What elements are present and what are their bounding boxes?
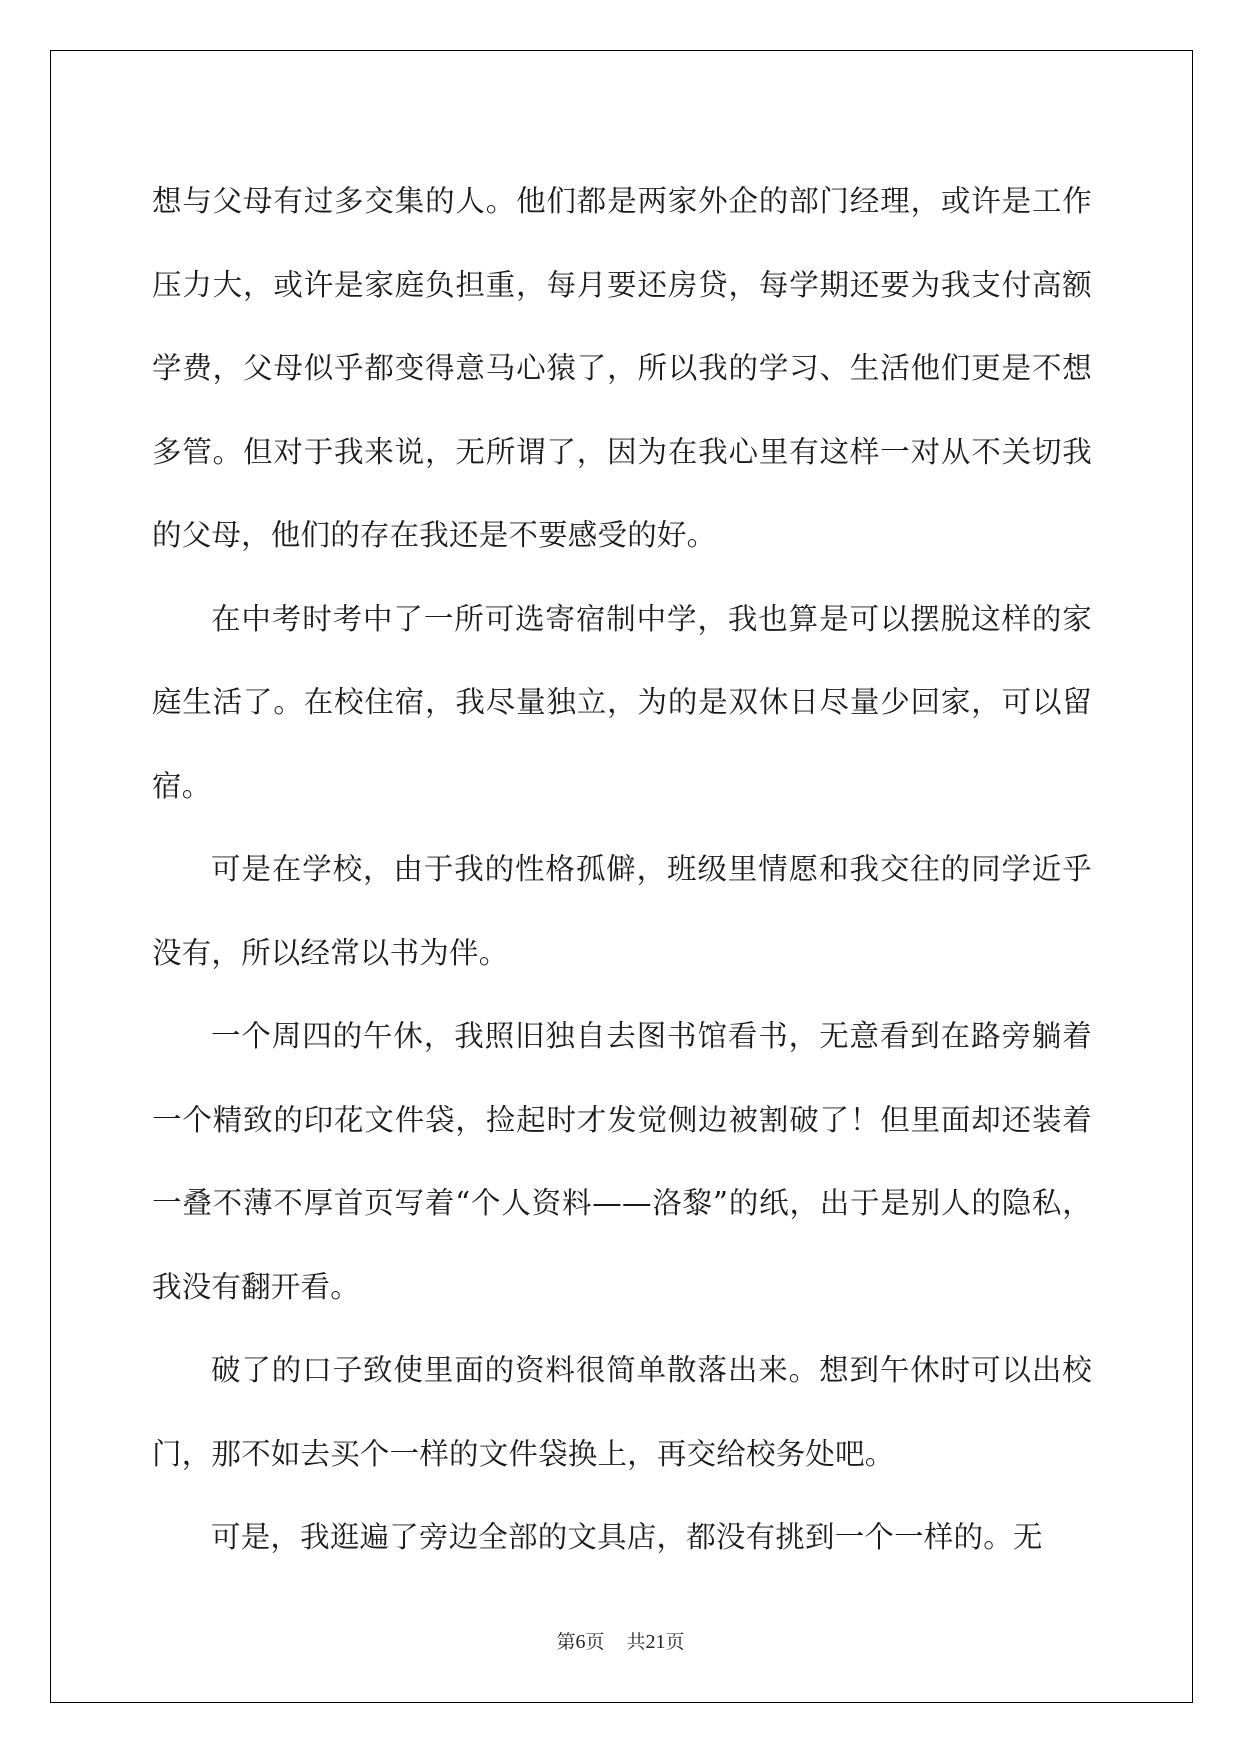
paragraph-4: 一个周四的午休，我照旧独自去图书馆看书，无意看到在路旁躺着一个精致的印花文件袋，捡起时才发觉侧边被割破了！但里面却还装着一叠不薄不厚首页写着“个人资料——洛黎”的纸，出于是别人的隐私，我没有翻开看。 bbox=[152, 1019, 1092, 1304]
footer-total-suffix: 页 bbox=[665, 1631, 685, 1653]
paragraph-1: 想与父母有过多交集的人。他们都是两家外企的部门经理，或许是工作压力大，或许是家庭负担重，每月要还房贷，每学期还要为我支付高额学费，父母似乎都变得意马心猿了，所以我的学习、生活他们更是不想多管。但对于我来说，无所谓了，因为在我心里有这样一对从不关切我的父母，他们的存在我还是不要感受的好。 bbox=[152, 184, 1092, 552]
footer-page-suffix: 页 bbox=[585, 1631, 605, 1653]
paragraph-5: 破了的口子致使里面的资料很简单散落出来。想到午休时可以出校门，那不如去买个一样的文件袋换上，再交给校务处吧。 bbox=[152, 1353, 1092, 1471]
total-page-count: 21 bbox=[645, 1631, 666, 1653]
paragraph-2: 在中考时考中了一所可选寄宿制中学，我也算是可以摆脱这样的家庭生活了。在校住宿，我尽量独立，为的是双休日尽量少回家，可以留宿。 bbox=[152, 601, 1092, 803]
page-footer bbox=[0, 1630, 1241, 1654]
current-page-number: 6 bbox=[575, 1631, 586, 1653]
footer-total-prefix: 共 bbox=[626, 1631, 646, 1653]
footer-prefix: 第 bbox=[556, 1631, 576, 1653]
paragraph-3: 可是在学校，由于我的性格孤僻，班级里情愿和我交往的同学近乎没有，所以经常以书为伴。 bbox=[152, 852, 1092, 970]
paragraph-6: 可是，我逛遍了旁边全部的文具店，都没有挑到一个一样的。无 bbox=[211, 1520, 1043, 1554]
document-body bbox=[152, 160, 1092, 1580]
